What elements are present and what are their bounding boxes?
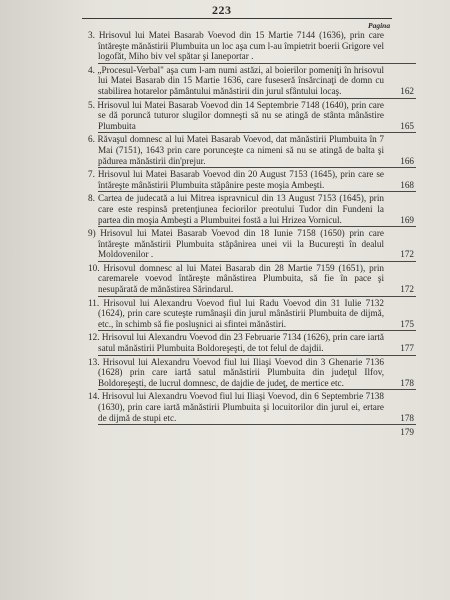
list-item (88, 332, 414, 354)
entry-text: 5. Hrisovul lui Matei Basarab Voevod din 14 Septembrie 7148 (1640), prin care se dă poruncă tuturor slugilor domneşti să nu se atingă de stânta mânăstire Plumbuita (88, 99, 384, 131)
list-item (88, 134, 414, 166)
entry-divider (98, 389, 416, 390)
entry-text: 9) Hrisovul lui Matei Basarab Voevod din 18 Iunie 7158 (1650) prin care întăreşte mănăstirii Plumbuita stăpânirea unei vii la Bucureşti în dealul Moldovenilor . (88, 228, 384, 260)
entry-divider (98, 132, 416, 133)
entry-text: 7. Hrisovul lui Matei Basarab Voevod din 20 August 7153 (1645), prin care se întăreşte mânăstirii Plumbuita stăpânire peste moşia Ambeşti. (88, 169, 384, 190)
entry-divider (98, 63, 416, 64)
entry-page: 178 (400, 412, 414, 423)
page-number: 223 (212, 3, 232, 17)
entry-page: 175 (400, 318, 414, 329)
entry-text: 12. Hrisovul lui Alexandru Voevod din 23 Februarie 7134 (1626), prin care iartă satul mănăstirii Plumbuita Boldoreşeşti, de tot felul de dajdii. (88, 332, 384, 354)
table-of-contents (88, 30, 414, 440)
list-item (88, 262, 414, 295)
list-item (88, 193, 414, 225)
entry-text: 3. Hrisovul lui Matei Basarab Voevod din 15 Martie 7144 (1636), prin care întăreşte mănăstirii Plumbuita un loc aşa cum l-au împietrit boerii Grigore vel logofăt, Miho biv vel spătar şi Ianeportar . (88, 30, 385, 62)
entry-page: 165 (400, 120, 414, 131)
entry-divider (98, 191, 416, 192)
entry-divider (98, 355, 416, 356)
entry-divider (98, 261, 416, 262)
entry-page: 166 (400, 155, 414, 166)
list-item (88, 228, 414, 260)
entry-divider (98, 98, 416, 99)
list-item (88, 426, 414, 437)
entry-divider (98, 330, 416, 331)
entry-page: 179 (400, 426, 414, 437)
entry-text: 4. „Procesul-Verbal" aşa cum l-am numi astăzi, al boierilor pomeniţi în hrisovul lui Matei Basarab din 15 Martie 1636, care fuseseră însărcinaţi de domn cu stabilirea hotarelor pământului mănăstirii din jurul sfântului locaş. (88, 64, 384, 96)
entry-page: 172 (400, 249, 414, 260)
entry-page: 177 (400, 343, 414, 354)
list-item (88, 356, 414, 389)
list-item (88, 391, 414, 423)
entry-page: 162 (400, 85, 414, 96)
list-item (88, 99, 414, 132)
entry-text: 14. Hrisovul lui Alexandru Voevod fiul lui Iliaşi Voevod, din 6 Septembrie 7138 (1630), prin care iartă mănăstirii Plumbuita şi locuitorilor din jurul ei, ertare de dijmă de stupi etc. (88, 391, 384, 423)
entry-divider (98, 226, 416, 227)
entry-text: 6. Răvaşul domnesc al lui Matei Basarab Voevod, dat mănăstirii Plumbuita în 7 Mai (7151), 1643 prin care porunceşte ca nimeni să nu se atingă de balta şi pădurea mănăstirii din'prejur. (88, 134, 384, 166)
entry-text: 13. Hrisovul lui Alexandru Voevod fiul lui Iliaşi Voevod din 3 Ghenarie 7136 (1628) prin care iartă satul mănăstirii Plumbuita din judeţul Ilfov, Boldoreşeşti, de lucrul domnesc, de dajdie de judeţ, de mertice etc. (88, 356, 384, 388)
entry-page: 172 (400, 284, 414, 295)
entry-divider (98, 424, 416, 425)
entry-text: 10. Hrisovul domnesc al lui Matei Basarab din 28 Martie 7159 (1651), prin caremarele voevod întăreşte mânăstirea Plumbuita, să fie în pace şi nesupărată de mănăstirea Sărindarul. (88, 262, 384, 295)
entry-divider (98, 296, 416, 297)
entry-divider (98, 167, 416, 168)
entry-page: 168 (400, 179, 414, 190)
list-item (88, 64, 414, 97)
list-item (88, 169, 414, 190)
entry-text: 11. Hrisovul lui Alexandru Voevod fiul lui Radu Voevod din 31 Iulie 7132 (1624), prin care scuteşte rumânaşii din jurul mânăstirii Plumbuita de dijmă, etc., în schimb să fie posluşnici ai sfintei mănăstiri. (88, 297, 384, 329)
entry-page: 178 (400, 377, 414, 388)
entry-page: 169 (400, 214, 414, 225)
header-rule (82, 18, 392, 19)
list-item (88, 297, 414, 330)
list-item (88, 30, 388, 62)
column-header: Pagina (368, 21, 391, 30)
entry-text: 8. Cartea de judecată a lui Mitrea ispravnicul din 13 August 7153 (1645), prin care este respinsă pretenţiunea feciorilor preotului Tudor din Fundeni la partea din moşia Ambeşti a Plumbuitei fostă a lui Hrizea Vornicul. (88, 193, 384, 225)
